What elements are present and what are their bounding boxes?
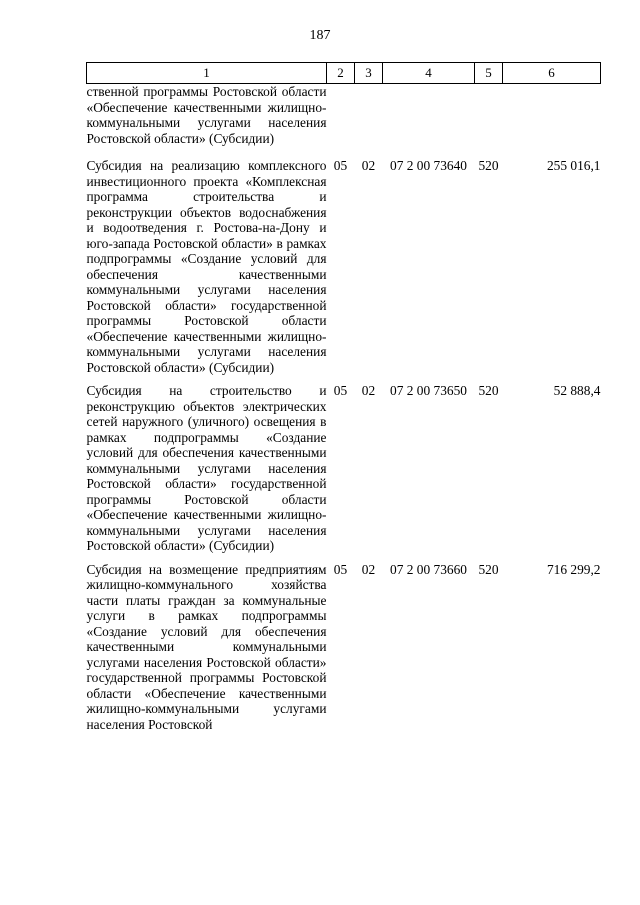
row-amount — [503, 84, 601, 159]
table-row — [87, 383, 601, 562]
header-col-2: 2 — [327, 63, 355, 84]
table-row — [87, 158, 601, 383]
row-expense-type: 520 — [478, 158, 499, 173]
budget-table — [86, 62, 601, 740]
row-amount: 255 016,1 — [546, 158, 601, 173]
header-col-6: 6 — [503, 63, 601, 84]
page-number: 187 — [309, 28, 331, 43]
header-col-3: 3 — [355, 63, 383, 84]
row-section: 05 — [333, 158, 348, 173]
row-target-code: 07 2 00 73640 — [390, 158, 467, 173]
row-subsection: 02 — [361, 158, 376, 173]
row-name: Субсидия на строительство и реконструкцию объектов электрических сетей наружного (уличного) освещения в рамках подпрограммы «Создание условий для обеспечения качественными коммунальными услугами населения Ростовской области» государственной программы Ростовской области «Обеспечение качественными жилищно-коммунальными услугами населения Ростовской области» (Субсидии) — [86, 383, 327, 553]
row-amount: 52 888,4 — [553, 383, 601, 398]
row-expense-type: 520 — [478, 561, 499, 577]
row-name: Субсидия на возмещение предприятиям жилищно-коммунального хозяйства части платы граждан за коммунальные услуги в рамках подпрограммы «Создание условий для обеспечения качественными коммунальными услугами населения Ростовской области» государственной программы Ростовской области «Обеспечение качественными жилищно-коммунальными услугами населения Ростовской — [86, 561, 327, 732]
row-section: 05 — [333, 383, 348, 398]
row-amount: 716 299,2 — [546, 561, 601, 577]
row-name: ственной программы Ростовской области «Обеспечение качественными жилищно-коммунальными услугами населения Ростовской области» (Субсидии) — [86, 84, 327, 146]
header-col-4: 4 — [383, 63, 475, 84]
row-subsection: 02 — [361, 561, 376, 577]
table-row — [87, 562, 601, 741]
row-subsection — [355, 84, 383, 159]
row-target-code — [383, 84, 475, 159]
row-expense-type: 520 — [478, 383, 499, 398]
row-target-code: 07 2 00 73650 — [390, 383, 467, 398]
table-header — [87, 63, 601, 84]
row-section: 05 — [333, 561, 348, 577]
row-subsection: 02 — [361, 383, 376, 398]
row-expense-type — [475, 84, 503, 159]
row-section — [327, 84, 355, 159]
table-row — [87, 84, 601, 159]
header-col-5: 5 — [475, 63, 503, 84]
header-col-1: 1 — [87, 63, 327, 84]
row-name: Субсидия на реализацию комплексного инвестиционного проекта «Комплексная программа строительства и реконструкции объектов водоснабжения и водоотведения г. Ростова-на-Дону и юго-запада Ростовской области» в рамках подпрограммы «Создание условий для обеспечения качественными коммунальными услугами населения Ростовской области» государственной программы Ростовской области «Обеспечение качественными жилищно-коммунальными услугами населения Ростовской области» (Субсидии) — [86, 158, 327, 375]
row-target-code: 07 2 00 73660 — [390, 561, 467, 577]
